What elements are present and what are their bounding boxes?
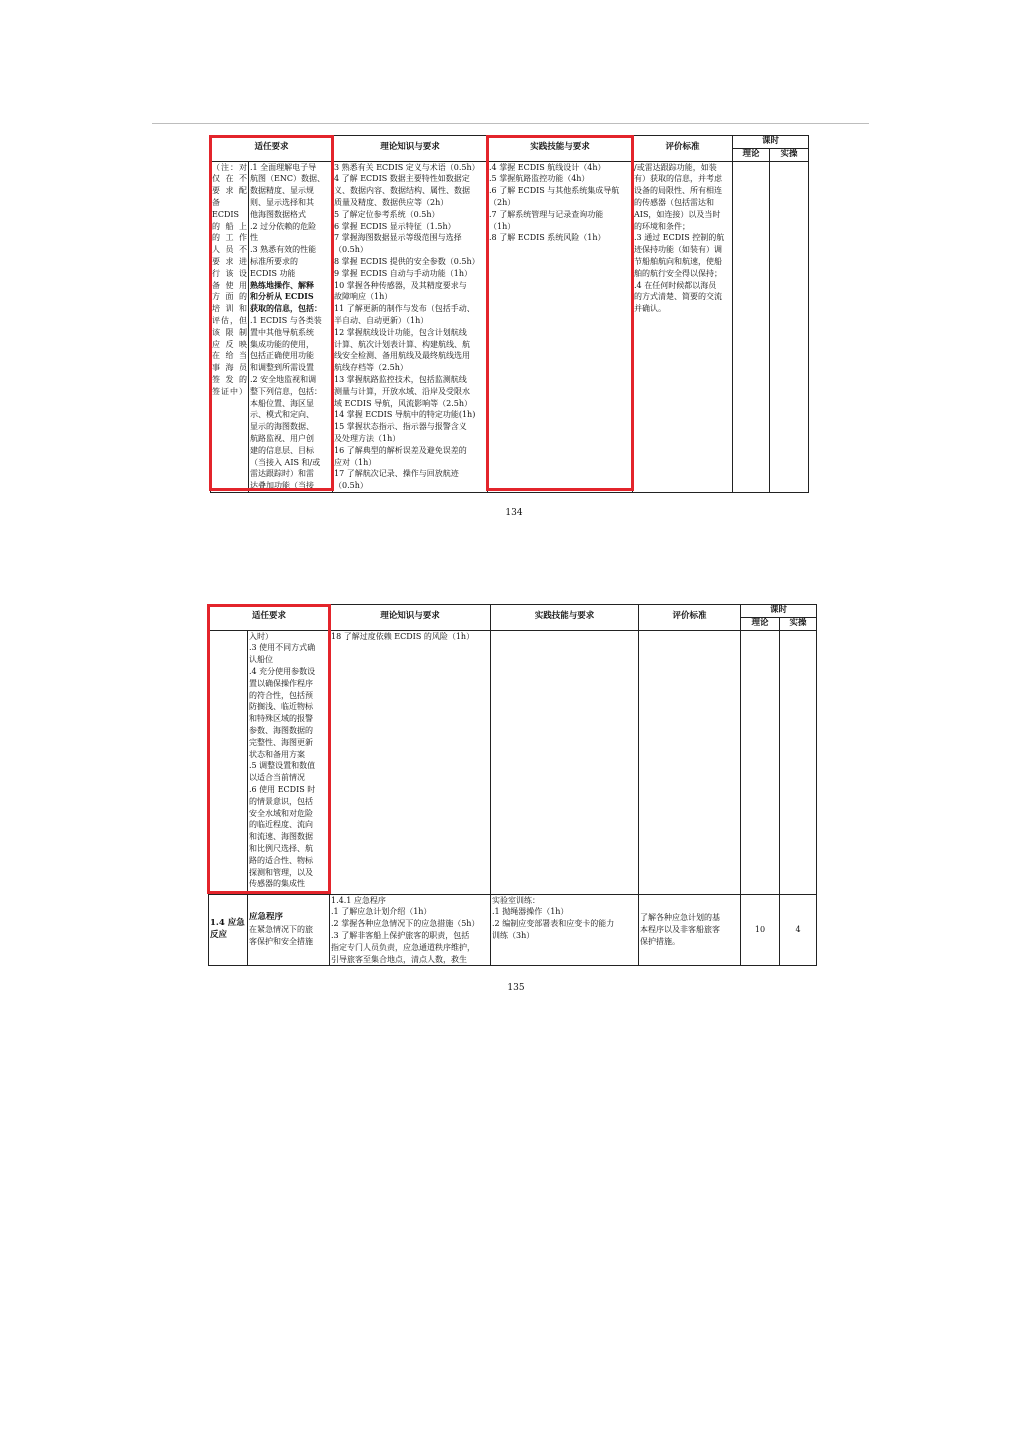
- knowledge-line: 7 掌握海图数据显示等级范围与选择: [334, 233, 462, 243]
- skills-line: .1 抛绳器操作（1h）: [492, 907, 569, 917]
- knowledge-line: 5 了解定位参考系统（0.5h）: [334, 209, 440, 219]
- hours-header: 课时: [733, 136, 809, 149]
- knowledge-line: 12 掌握航线设计功能，包含计划航线: [334, 327, 467, 337]
- competence-line: 置中其他导航系统: [250, 327, 314, 337]
- competence-line: 安全水域和对危险: [249, 808, 313, 818]
- skills-line: 实验室训练：: [492, 895, 541, 905]
- competence-line: .4 充分使用参数设: [249, 666, 316, 676]
- header-rule: [152, 123, 869, 124]
- practice-hours-cell: [770, 161, 809, 492]
- theory-hours-cell: [741, 630, 780, 894]
- competence-line: 则、显示选择和其: [250, 197, 314, 207]
- competence-line: ECDIS 功能: [250, 268, 296, 278]
- competence-line: 传感器的集成性: [249, 879, 305, 889]
- competence-line: 达叠加功能（当接: [250, 481, 314, 491]
- evaluation-line: .3 通过 ECDIS 控制的航: [634, 233, 725, 243]
- competence-line: 探测和管理，以及: [249, 867, 313, 877]
- competence-line: 他海图数据格式: [250, 209, 306, 219]
- competence-line: .2 过分依赖的危险: [250, 221, 317, 231]
- knowledge-line: 计算、航次计划表计算、构建航线、航: [334, 339, 471, 349]
- evaluation-header: 评价标准: [633, 136, 733, 162]
- note-line: 要求进: [212, 256, 247, 266]
- skills-line: .7 了解系统管理与记录查询功能: [489, 209, 604, 219]
- practice-hours-cell: 4: [780, 894, 817, 966]
- knowledge-line: 域 ECDIS 导航，风流影响等（2.5h）: [334, 398, 472, 408]
- note-line: 签发的: [212, 374, 247, 384]
- competence-line: 建的信息层、目标: [250, 445, 314, 455]
- syllabus-table-page-134: [210, 135, 809, 493]
- knowledge-line: 4 了解 ECDIS 数据主要特性如数据定: [334, 174, 470, 184]
- competence-line: .3 使用不同方式确: [249, 643, 316, 653]
- competence-line: 和比例尺选择、航: [249, 843, 313, 853]
- competence-cell: [248, 894, 330, 966]
- note-line: 该限制: [212, 327, 247, 337]
- skills-line: .8 了解 ECDIS 系统风险（1h）: [489, 233, 606, 243]
- competence-line: 和分析从 ECDIS: [250, 291, 314, 302]
- note-cell: [211, 161, 249, 492]
- evaluation-line: 舶的航行安全得以保持；: [634, 268, 723, 278]
- competence-line: .6 使用 ECDIS 时: [249, 784, 316, 794]
- knowledge-line: 15 掌握状态指示、指示器与报警含义: [334, 422, 467, 432]
- knowledge-line: 1.4.1 应急程序: [331, 895, 386, 905]
- note-line: 行该设: [212, 268, 247, 278]
- hours-header: 课时: [741, 605, 817, 618]
- knowledge-header: 理论知识与要求: [330, 605, 491, 631]
- knowledge-line: 8 掌握 ECDIS 提供的安全参数（0.5h）: [334, 256, 480, 266]
- competence-line: .2 安全地监视和调: [250, 374, 317, 384]
- note-line: 方面的: [212, 292, 247, 302]
- page-number-135: 135: [507, 983, 525, 993]
- skills-line: .2 编制应变部署表和应变卡的能力: [492, 919, 615, 929]
- competence-line: 包括正确使用功能: [250, 351, 314, 361]
- skills-cell: [491, 894, 639, 966]
- evaluation-line: 本程序以及非客船旅客: [640, 925, 721, 935]
- competence-header: 适任要求: [211, 136, 333, 162]
- skills-header: 实践技能与要求: [488, 136, 633, 162]
- competence-line: .1 全面理解电子导: [250, 162, 317, 172]
- knowledge-line: （0.5h）: [334, 481, 368, 491]
- evaluation-line: /或雷达跟踪功能，如装: [634, 162, 717, 172]
- knowledge-line: 测量与计算，开放水域、沿岸及受限水: [334, 386, 471, 396]
- knowledge-line: .1 了解应急计划介绍（1h）: [331, 907, 432, 917]
- competence-line: 和流速、海图数据: [249, 832, 313, 842]
- note-line: 签证中）: [212, 386, 247, 396]
- evaluation-header: 评价标准: [639, 605, 741, 631]
- practice-header: 实操: [780, 617, 817, 630]
- competence-line: 标准所要求的: [250, 256, 298, 266]
- skills-line: 训练（3h）: [492, 930, 535, 940]
- knowledge-line: 航线存档等（2.5h）: [334, 363, 408, 373]
- competence-line: 以适合当前情况: [249, 773, 305, 783]
- knowledge-line: 13 掌握航路监控技术，包括监测航线: [334, 374, 467, 384]
- note-line: 事海员: [212, 363, 247, 373]
- competence-header: 适任要求: [209, 605, 330, 631]
- evaluation-line: 的环境和条件；: [634, 221, 691, 231]
- competence-line: .1 ECDIS 与各类装: [250, 315, 322, 325]
- competence-line: 数据精度、显示规: [250, 186, 314, 196]
- knowledge-cell: [330, 630, 491, 894]
- note-line: 的船上: [212, 221, 247, 231]
- competence-line: 完整性、海图更新: [249, 737, 313, 747]
- competence-line: 的符合性，包括预: [249, 690, 313, 700]
- knowledge-line: .3 了解非客船上保护旅客的职责，包括: [331, 930, 470, 940]
- evaluation-line: 保护措施。: [640, 936, 681, 946]
- knowledge-line: 半自动、自动更新）（1h）: [334, 315, 429, 325]
- theory-header: 理论: [733, 148, 770, 161]
- skills-line: .4 掌握 ECDIS 航线设计（4h）: [489, 162, 606, 172]
- evaluation-line: 有）获取的信息，并考虑: [634, 174, 723, 184]
- knowledge-line: 质量及精度、数据供应等（2h）: [334, 197, 449, 207]
- note-line: 备: [212, 197, 220, 207]
- competence-line: 获取的信息，包括：: [250, 303, 322, 314]
- knowledge-cell: [333, 161, 488, 492]
- skills-line: .5 掌握航路监控功能（4h）: [489, 174, 590, 184]
- function-cell: 1.4 应急反应: [209, 894, 248, 966]
- evaluation-cell: [639, 894, 741, 966]
- evaluation-line: AIS，如连接）以及当时: [634, 209, 721, 219]
- competence-line: .5 调整设置和数值: [249, 761, 316, 771]
- evaluation-line: 的传感器（包括雷达和: [634, 197, 715, 207]
- knowledge-header: 理论知识与要求: [333, 136, 488, 162]
- knowledge-line: 及处理方法（1h）: [334, 433, 401, 443]
- competence-line: 的情景意识，包括: [249, 796, 313, 806]
- practice-header: 实操: [770, 148, 809, 161]
- knowledge-line: 引导旅客至集合地点，清点人数，救生: [331, 954, 468, 964]
- competence-line: 示、模式和定向、: [250, 410, 314, 420]
- evaluation-line: 了解各种应急计划的基: [640, 913, 721, 923]
- knowledge-line: 故障响应（1h）: [334, 292, 393, 302]
- knowledge-line: 10 掌握各种传感器，及其精度要求与: [334, 280, 467, 290]
- competence-line: 航图（ENC）数据、: [250, 174, 325, 184]
- knowledge-line: 17 了解航次记录、操作与回放航迹: [334, 469, 459, 479]
- knowledge-line: 线安全检测、备用航线及最终航线选用: [334, 351, 471, 361]
- competence-line: 置以确保操作程序: [249, 678, 313, 688]
- knowledge-line: 18 了解过度依赖 ECDIS 的风险（1h）: [331, 631, 475, 641]
- knowledge-line: 应对（1h）: [334, 457, 377, 467]
- evaluation-cell: [639, 630, 741, 894]
- competence-cell: [249, 161, 333, 492]
- competence-title: 应急程序: [249, 912, 284, 923]
- skills-header: 实践技能与要求: [491, 605, 639, 631]
- theory-hours-cell: [733, 161, 770, 492]
- note-line: ECDIS: [212, 209, 240, 219]
- competence-line: 参数、海图数据的: [249, 725, 313, 735]
- competence-cell: [248, 630, 330, 894]
- knowledge-line: 11 了解更新的制作与发布（包括手动、: [334, 304, 475, 314]
- competence-line: .3 熟悉有效的性能: [250, 245, 317, 255]
- evaluation-line: 并确认。: [634, 304, 667, 314]
- competence-line: 路的适合性、物标: [249, 855, 313, 865]
- note-cell-empty: [209, 630, 248, 894]
- knowledge-line: 9 掌握 ECDIS 自动与手动功能（1h）: [334, 268, 472, 278]
- note-line: 评估，但: [212, 315, 247, 325]
- competence-line: 集成功能的使用，: [250, 339, 314, 349]
- competence-line: 和调整到所需设置: [250, 363, 314, 373]
- evaluation-line: 迹保持功能（如装有）调: [634, 245, 723, 255]
- note-line: 人员不: [212, 245, 247, 255]
- competence-line: 性: [250, 233, 258, 243]
- competence-line: 入时）: [249, 631, 273, 641]
- competence-line: 防搁浅、临近物标: [249, 702, 313, 712]
- note-line: 培训和: [212, 304, 247, 314]
- knowledge-line: （0.5h）: [334, 245, 368, 255]
- note-line: 在给当: [212, 351, 247, 361]
- knowledge-line: 3 熟悉有关 ECDIS 定义与术语（0.5h）: [334, 162, 480, 172]
- competence-line: （当接入 AIS 和/或: [250, 457, 321, 467]
- skills-cell: [491, 630, 639, 894]
- competence-line: 在紧急情况下的旅: [249, 925, 313, 935]
- evaluation-line: 节船舶航向和航速，使船: [634, 256, 723, 266]
- knowledge-line: 义、数据内容、数据结构、属性、数据: [334, 186, 471, 196]
- skills-line: .6 了解 ECDIS 与其他系统集成导航: [489, 186, 620, 196]
- knowledge-line: .2 掌握各种应急情况下的应急措施（5h）: [331, 919, 480, 929]
- evaluation-cell: [633, 161, 733, 492]
- theory-hours-cell: 10: [741, 894, 780, 966]
- note-line: 的工作: [212, 233, 247, 243]
- knowledge-line: 6 掌握 ECDIS 显示特征（1.5h）: [334, 221, 456, 231]
- knowledge-line: 指定专门人员负责，应急通道秩序维护，: [331, 942, 476, 952]
- competence-line: 客保护和安全措施: [249, 936, 313, 946]
- competence-line: 显示的海图数据、: [250, 422, 314, 432]
- competence-line: 本船位置、海区显: [250, 398, 314, 408]
- practice-hours-cell: [780, 630, 817, 894]
- competence-line: 航路监视、用户创: [250, 433, 314, 443]
- note-line: 备使用: [212, 280, 247, 290]
- competence-line: 的临近程度、流向: [249, 820, 313, 830]
- knowledge-line: 16 了解典型的解析误差及避免误差的: [334, 445, 467, 455]
- competence-line: 雷达跟踪时）和雷: [250, 469, 314, 479]
- evaluation-line: 设备的局限性、所有相连: [634, 186, 723, 196]
- theory-header: 理论: [741, 617, 780, 630]
- note-line: 要求配: [212, 186, 247, 196]
- note-line: （注：对: [212, 162, 247, 172]
- syllabus-table-page-135: [208, 604, 817, 966]
- evaluation-line: 的方式清楚、简要的交流: [634, 292, 723, 302]
- competence-line: 熟练地操作、解释: [250, 279, 314, 290]
- knowledge-line: 14 掌握 ECDIS 导航中的特定功能(1h): [334, 410, 476, 420]
- note-line: 应反映: [212, 339, 247, 349]
- skills-line: （2h）: [489, 197, 516, 207]
- competence-line: 状态和备用方案: [249, 749, 305, 759]
- page-number-134: 134: [505, 508, 523, 518]
- skills-cell: [488, 161, 633, 492]
- competence-line: 整下列信息，包括：: [250, 386, 322, 396]
- note-line: 仅在不: [212, 174, 247, 184]
- skills-line: （1h）: [489, 221, 516, 231]
- competence-line: 认船位: [249, 655, 273, 665]
- knowledge-cell: [330, 894, 491, 966]
- evaluation-line: .4 在任何时候都以海员: [634, 280, 717, 290]
- competence-line: 和特殊区域的报警: [249, 714, 313, 724]
